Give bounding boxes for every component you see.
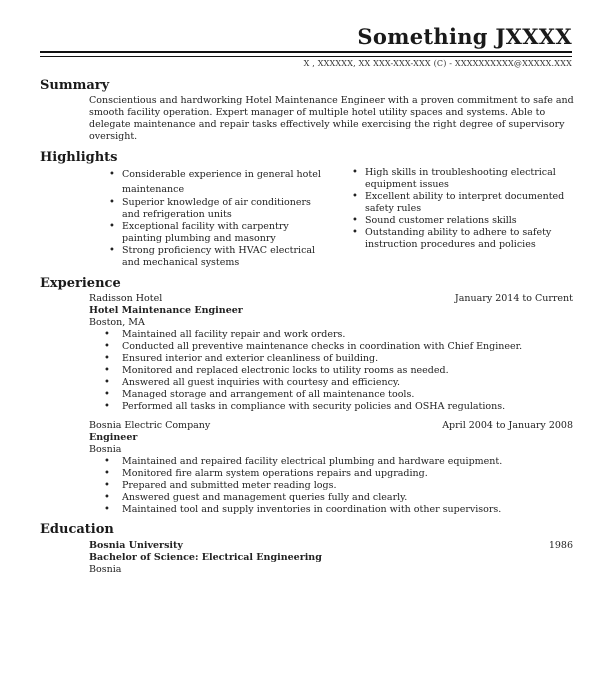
highlight-item: • Sound customer relations skills — [348, 215, 576, 227]
job-duty: • Managed storage and arrangement of all maintenance tools. — [89, 389, 573, 401]
job-header — [89, 293, 573, 305]
job-duty: • Prepared and submitted meter reading logs. — [89, 480, 573, 492]
education-header — [89, 540, 573, 552]
highlight-item: • Superior knowledge of air conditioners and refrigeration units — [105, 197, 330, 221]
contact-info: X , XXXXXX, XX XXX-XXX-XXX (C) - XXXXXXXXXX@XXXXX.XXX — [303, 59, 572, 68]
job-role: Engineer — [89, 432, 138, 443]
header-rule-thick — [40, 51, 572, 53]
job-duties-list — [89, 329, 573, 413]
job-duties-list — [89, 456, 573, 516]
job-duty: • Answered guest and management queries fully and clearly. — [89, 492, 573, 504]
job-duty: • Conducted all preventive maintenance checks in coordination with Chief Engineer. — [89, 341, 573, 353]
experience-heading: Experience — [40, 276, 121, 291]
highlights-heading: Highlights — [40, 150, 118, 165]
education-school: Bosnia University — [89, 540, 183, 551]
education-degree: Bachelor of Science: Electrical Engineering — [89, 552, 322, 563]
summary-text: Conscientious and hardworking Hotel Maintenance Engineer with a proven commitment to safe and smooth facility operation. Expert manager of multiple hotel utility spaces and systems. Able to delegate maintenance and repair tasks effectively while exercising the right degree of supervisory oversight. — [89, 95, 574, 142]
job-location: Bosnia — [89, 444, 122, 455]
education-location: Bosnia — [89, 564, 122, 575]
candidate-name: Something JXXXX — [357, 24, 572, 49]
education-entry — [89, 540, 573, 576]
header-rule-thin — [40, 56, 572, 57]
job-duty: • Performed all tasks in compliance with security policies and OSHA regulations. — [89, 401, 573, 413]
job-duty: • Monitored fire alarm system operations repairs and upgrading. — [89, 468, 573, 480]
job-location: Boston, MA — [89, 317, 145, 328]
job-duty: • Ensured interior and exterior cleanliness of building. — [89, 353, 573, 365]
highlight-item: • Considerable experience in general hotel maintenance — [105, 167, 330, 197]
job-company: Bosnia Electric Company — [89, 420, 211, 431]
highlight-item: • Strong proficiency with HVAC electrical and mechanical systems — [105, 245, 330, 269]
job-company: Radisson Hotel — [89, 293, 163, 304]
highlights-left-list — [105, 167, 330, 269]
job-role: Hotel Maintenance Engineer — [89, 305, 243, 316]
job-duty: • Maintained and repaired facility electrical plumbing and hardware equipment. — [89, 456, 573, 468]
job-dates: January 2014 to Current — [454, 293, 573, 304]
job-duty: • Maintained tool and supply inventories in coordination with other supervisors. — [89, 504, 573, 516]
job-duty: • Monitored and replaced electronic locks to utility rooms as needed. — [89, 365, 573, 377]
job-dates: April 2004 to January 2008 — [442, 420, 573, 431]
highlight-item: • Excellent ability to interpret documented safety rules — [348, 191, 576, 215]
highlight-item: • Outstanding ability to adhere to safety instruction procedures and policies — [348, 227, 576, 251]
job-header — [89, 420, 573, 432]
highlight-item: • Exceptional facility with carpentry painting plumbing and masonry — [105, 221, 330, 245]
education-year: 1986 — [548, 540, 573, 551]
education-heading: Education — [40, 522, 114, 537]
job-entry — [89, 420, 573, 516]
highlight-item: • High skills in troubleshooting electrical equipment issues — [348, 167, 576, 191]
job-duty: • Answered all guest inquiries with courtesy and efficiency. — [89, 377, 573, 389]
summary-heading: Summary — [40, 78, 110, 93]
highlights-right-list — [348, 167, 576, 251]
job-entry — [89, 293, 573, 413]
job-duty: • Maintained all facility repair and work orders. — [89, 329, 573, 341]
